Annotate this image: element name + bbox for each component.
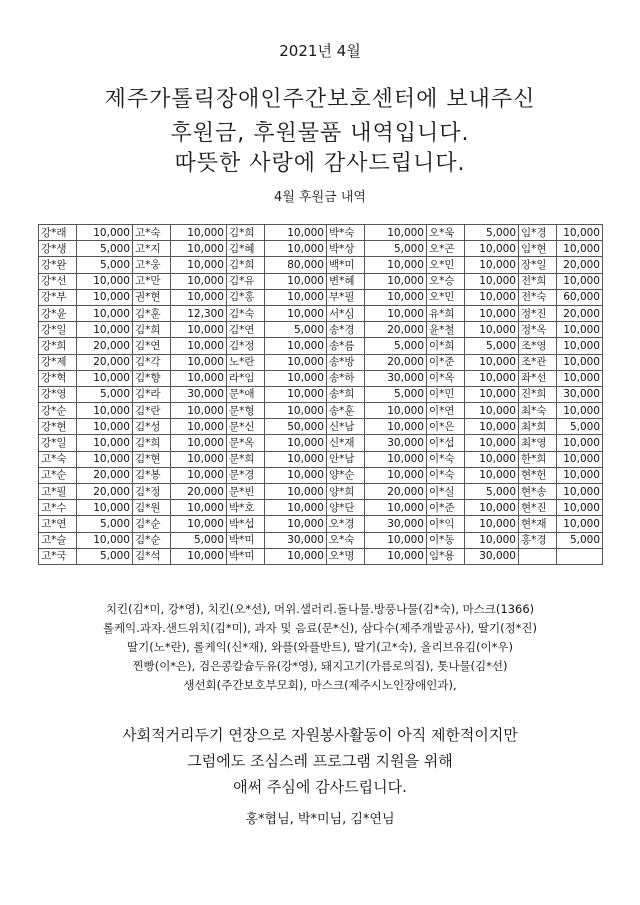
donation-amount-cell: 20,000 xyxy=(365,484,427,500)
donor-name-cell: 안*남 xyxy=(327,451,365,467)
donation-amount-cell: 10,000 xyxy=(557,273,603,289)
donor-name-cell: 문*경 xyxy=(227,467,265,483)
donation-amount-cell: 10,000 xyxy=(557,241,603,257)
donation-amount-cell: 10,000 xyxy=(77,370,133,386)
table-row xyxy=(39,225,603,241)
donation-amount-cell: 10,000 xyxy=(171,354,227,370)
donation-amount-cell: 10,000 xyxy=(171,241,227,257)
donor-name-cell: 문*빈 xyxy=(227,484,265,500)
donation-table-body xyxy=(39,225,603,565)
donation-amount-cell: 30,000 xyxy=(265,532,327,548)
goods-line: 생선회(주간보호부모회), 마스크(제주시노인장애인과), xyxy=(183,678,457,692)
donation-amount-cell: 10,000 xyxy=(265,451,327,467)
donation-amount-cell: 30,000 xyxy=(465,548,519,564)
donor-name-cell: 송*경 xyxy=(327,322,365,338)
donor-name-cell: 현*재 xyxy=(519,516,557,532)
donor-name-cell: 임*현 xyxy=(519,241,557,257)
table-row xyxy=(39,435,603,451)
report-title-line-1: 제주가톨릭장애인주간보호센터에 보내주신 xyxy=(104,87,536,112)
table-row xyxy=(39,516,603,532)
donation-amount-cell: 10,000 xyxy=(77,273,133,289)
donation-amount-cell: 20,000 xyxy=(77,354,133,370)
goods-line: 딸기(노*란), 롤케익(신*재), 와플(와플반트), 딸기(고*숙), 올리브유김(이*우) xyxy=(127,640,513,654)
donation-amount-cell: 10,000 xyxy=(171,257,227,273)
donation-amount-cell: 10,000 xyxy=(557,403,603,419)
table-row xyxy=(39,305,603,321)
donation-amount-cell: 20,000 xyxy=(77,484,133,500)
donation-amount-cell: 10,000 xyxy=(171,548,227,564)
donation-amount-cell: 5,000 xyxy=(465,338,519,354)
donation-amount-cell: 10,000 xyxy=(365,289,427,305)
donation-amount-cell: 10,000 xyxy=(465,419,519,435)
donor-name-cell: 송*희 xyxy=(327,386,365,402)
donor-name-cell: 고*웅 xyxy=(133,257,171,273)
donation-amount-cell: 10,000 xyxy=(265,273,327,289)
donation-amount-cell: 10,000 xyxy=(265,354,327,370)
donor-name-cell: 강*일 xyxy=(39,435,77,451)
donation-amount-cell: 10,000 xyxy=(557,370,603,386)
donor-name-cell: 문*옥 xyxy=(227,435,265,451)
donor-name-cell: 강*제 xyxy=(39,354,77,370)
donation-table-wrapper xyxy=(38,224,602,565)
table-title: 4월 후원금 내역 xyxy=(274,190,366,205)
donor-name-cell: 양*단 xyxy=(327,500,365,516)
donor-name-cell: 이*섭 xyxy=(427,435,465,451)
table-row xyxy=(39,548,603,564)
donation-amount-cell: 10,000 xyxy=(77,500,133,516)
donor-name-cell: 김*혜 xyxy=(227,241,265,257)
donation-amount-cell: 10,000 xyxy=(557,322,603,338)
donor-name-cell: 고*필 xyxy=(39,484,77,500)
donation-amount-cell: 10,000 xyxy=(557,435,603,451)
donation-amount-cell xyxy=(557,548,603,564)
donation-amount-cell: 10,000 xyxy=(365,403,427,419)
donation-amount-cell: 10,000 xyxy=(465,273,519,289)
donor-name-cell: 정*진 xyxy=(519,305,557,321)
donor-name-cell: 김*향 xyxy=(133,370,171,386)
donor-name-cell: 박*상 xyxy=(327,241,365,257)
donor-name-cell: 권*현 xyxy=(133,289,171,305)
donor-name-cell: 송*하 xyxy=(327,370,365,386)
donation-amount-cell: 20,000 xyxy=(77,467,133,483)
table-row xyxy=(39,354,603,370)
donor-name-cell: 진*희 xyxy=(519,386,557,402)
donor-name-cell: 양*순 xyxy=(327,467,365,483)
donation-amount-cell: 10,000 xyxy=(465,532,519,548)
donation-amount-cell: 10,000 xyxy=(557,225,603,241)
donation-amount-cell: 10,000 xyxy=(171,289,227,305)
closing-line: 사회적거리두기 연장으로 자원봉사활동이 아직 제한적이지만 xyxy=(122,726,518,744)
donation-amount-cell: 10,000 xyxy=(557,467,603,483)
donor-name-cell: 박*미 xyxy=(227,532,265,548)
donor-name-cell: 홍*경 xyxy=(519,532,557,548)
donation-amount-cell: 5,000 xyxy=(265,322,327,338)
donation-amount-cell: 20,000 xyxy=(365,354,427,370)
donor-name-cell: 좌*선 xyxy=(519,370,557,386)
donation-amount-cell: 5,000 xyxy=(77,548,133,564)
donation-amount-cell: 10,000 xyxy=(365,500,427,516)
donor-name-cell: 이*숙 xyxy=(427,467,465,483)
donor-name-cell: 이*익 xyxy=(427,516,465,532)
donor-name-cell: 오*명 xyxy=(327,548,365,564)
donor-name-cell: 윤*철 xyxy=(427,322,465,338)
donor-name-cell: 신*재 xyxy=(327,435,365,451)
donation-amount-cell: 10,000 xyxy=(365,273,427,289)
donor-name-cell: 최*영 xyxy=(519,435,557,451)
donation-amount-cell: 10,000 xyxy=(365,451,427,467)
donor-name-cell: 강*혁 xyxy=(39,370,77,386)
donor-name-cell: 강*부 xyxy=(39,289,77,305)
donor-name-cell: 이*준 xyxy=(427,500,465,516)
donation-amount-cell: 10,000 xyxy=(171,516,227,532)
donor-name-cell: 서*심 xyxy=(327,305,365,321)
donor-name-cell: 고*숙 xyxy=(39,451,77,467)
table-row xyxy=(39,370,603,386)
donation-amount-cell: 5,000 xyxy=(365,241,427,257)
donor-name-cell: 김*정 xyxy=(227,338,265,354)
table-row xyxy=(39,467,603,483)
donor-name-cell: 송*방 xyxy=(327,354,365,370)
table-row xyxy=(39,322,603,338)
donor-name-cell: 문*애 xyxy=(227,386,265,402)
donor-name-cell: 박*숙 xyxy=(327,225,365,241)
donation-amount-cell: 10,000 xyxy=(465,370,519,386)
donation-amount-cell: 5,000 xyxy=(77,386,133,402)
donor-name-cell: 김*희 xyxy=(227,225,265,241)
table-row xyxy=(39,289,603,305)
donation-amount-cell: 60,000 xyxy=(557,289,603,305)
donor-name-cell: 김*라 xyxy=(133,386,171,402)
donation-amount-cell: 10,000 xyxy=(365,225,427,241)
donation-amount-cell: 10,000 xyxy=(265,500,327,516)
donation-amount-cell: 10,000 xyxy=(557,500,603,516)
donation-amount-cell: 10,000 xyxy=(77,289,133,305)
table-row xyxy=(39,386,603,402)
donor-name-cell: 이*동 xyxy=(427,532,465,548)
donor-name-cell: 김*순 xyxy=(133,532,171,548)
donation-amount-cell: 10,000 xyxy=(557,338,603,354)
donation-amount-cell: 10,000 xyxy=(171,273,227,289)
donor-name-cell: 이*민 xyxy=(427,386,465,402)
goods-line: 치킨(김*미, 강*영), 치킨(오*선), 머위.샐러리.돌나물.방풍나물(김*숙), 마스크(1366) xyxy=(105,602,535,616)
donor-name-cell: 김*봉 xyxy=(133,467,171,483)
donor-name-cell: 이*준 xyxy=(427,354,465,370)
donation-amount-cell: 10,000 xyxy=(171,225,227,241)
donor-name-cell: 김*연 xyxy=(133,338,171,354)
donor-name-cell: 오*숙 xyxy=(327,532,365,548)
donor-name-cell: 양*희 xyxy=(327,484,365,500)
donor-name-cell: 오*민 xyxy=(427,289,465,305)
donation-amount-cell: 10,000 xyxy=(265,435,327,451)
donation-amount-cell: 10,000 xyxy=(365,257,427,273)
donor-name-cell: 변*혜 xyxy=(327,273,365,289)
donor-name-cell: 김*희 xyxy=(227,257,265,273)
donor-name-cell: 김*유 xyxy=(227,273,265,289)
donor-name-cell: 김*숙 xyxy=(227,305,265,321)
donor-name-cell: 이*희 xyxy=(427,338,465,354)
donor-name-cell: 박*섭 xyxy=(227,516,265,532)
donor-name-cell: 한*희 xyxy=(519,451,557,467)
table-row xyxy=(39,484,603,500)
donation-amount-cell: 10,000 xyxy=(171,500,227,516)
donor-name-cell: 송*름 xyxy=(327,338,365,354)
donation-amount-cell: 10,000 xyxy=(265,338,327,354)
donor-name-cell: 김*훈 xyxy=(133,305,171,321)
donor-name-cell: 신*남 xyxy=(327,419,365,435)
donor-name-cell: 김*란 xyxy=(133,403,171,419)
donation-amount-cell: 10,000 xyxy=(171,467,227,483)
donor-name-cell: 장*일 xyxy=(519,257,557,273)
donor-name-cell: 이*옥 xyxy=(427,370,465,386)
donor-name-cell: 김*현 xyxy=(133,451,171,467)
donation-amount-cell: 10,000 xyxy=(77,322,133,338)
donor-name-cell: 현*진 xyxy=(519,500,557,516)
donation-amount-cell: 20,000 xyxy=(557,305,603,321)
donor-name-cell: 이*은 xyxy=(427,419,465,435)
donor-name-cell: 송*훈 xyxy=(327,403,365,419)
donor-name-cell: 유*희 xyxy=(427,305,465,321)
donor-name-cell: 전*희 xyxy=(519,273,557,289)
donation-amount-cell: 10,000 xyxy=(77,305,133,321)
donor-name-cell: 오*곤 xyxy=(427,241,465,257)
donation-amount-cell: 10,000 xyxy=(265,289,327,305)
donor-name-cell: 오*경 xyxy=(327,516,365,532)
donor-name-cell: 고*수 xyxy=(39,500,77,516)
donor-name-cell: 김*원 xyxy=(133,500,171,516)
table-row xyxy=(39,257,603,273)
table-row xyxy=(39,500,603,516)
donation-amount-cell: 10,000 xyxy=(465,500,519,516)
donor-name-cell: 강*일 xyxy=(39,322,77,338)
table-row xyxy=(39,338,603,354)
donation-amount-cell: 5,000 xyxy=(171,532,227,548)
donation-amount-cell: 5,000 xyxy=(77,257,133,273)
donation-amount-cell: 20,000 xyxy=(77,338,133,354)
donation-amount-cell: 10,000 xyxy=(465,516,519,532)
donor-name-cell: 임*경 xyxy=(519,225,557,241)
donor-name-cell: 고*연 xyxy=(39,516,77,532)
donation-amount-cell: 10,000 xyxy=(171,419,227,435)
donation-amount-cell: 10,000 xyxy=(465,305,519,321)
donor-name-cell: 강*희 xyxy=(39,338,77,354)
donor-name-cell: 고*순 xyxy=(39,467,77,483)
closing-line: 그럼에도 조심스레 프로그램 지원을 위해 xyxy=(187,752,453,770)
donation-amount-cell: 10,000 xyxy=(171,403,227,419)
donation-amount-cell: 12,300 xyxy=(171,305,227,321)
donation-amount-cell: 10,000 xyxy=(265,484,327,500)
donor-name-cell: 부*필 xyxy=(327,289,365,305)
donor-name-cell: 김*순 xyxy=(133,516,171,532)
donation-table xyxy=(38,224,603,565)
goods-line: 롤케익.과자.샌드위치(김*미), 과자 및 음료(문*신), 삼다수(제주개발공사), 딸기(정*진) xyxy=(102,621,538,635)
donor-name-cell: 조*관 xyxy=(519,354,557,370)
donation-amount-cell: 10,000 xyxy=(465,322,519,338)
donation-amount-cell: 10,000 xyxy=(465,354,519,370)
donor-name-cell: 강*래 xyxy=(39,225,77,241)
donor-name-cell: 고*숙 xyxy=(133,225,171,241)
donation-amount-cell: 10,000 xyxy=(265,403,327,419)
donor-name-cell: 이*실 xyxy=(427,484,465,500)
donor-name-cell: 강*생 xyxy=(39,241,77,257)
donation-amount-cell: 10,000 xyxy=(265,241,327,257)
table-row xyxy=(39,419,603,435)
donor-name-cell: 오*욱 xyxy=(427,225,465,241)
donation-amount-cell: 5,000 xyxy=(465,225,519,241)
donation-amount-cell: 30,000 xyxy=(557,386,603,402)
donor-name-cell: 강*완 xyxy=(39,257,77,273)
donation-amount-cell: 10,000 xyxy=(265,225,327,241)
donor-name-cell: 김*홍 xyxy=(227,289,265,305)
donation-amount-cell: 10,000 xyxy=(265,548,327,564)
donation-amount-cell: 10,000 xyxy=(465,403,519,419)
donor-name-cell: 현*송 xyxy=(519,484,557,500)
donor-name-cell: 최*숙 xyxy=(519,403,557,419)
donor-name-cell: 문*희 xyxy=(227,451,265,467)
donor-name-cell: 문*형 xyxy=(227,403,265,419)
donor-name-cell: 김*정 xyxy=(133,484,171,500)
donation-amount-cell: 10,000 xyxy=(171,370,227,386)
goods-line: 찐빵(이*은), 검은콩칼슘두유(강*영), 돼지고기(가름로의집), 톳나물(김*선) xyxy=(132,659,508,673)
donation-amount-cell: 20,000 xyxy=(171,484,227,500)
donor-name-cell: 김*성 xyxy=(133,419,171,435)
donor-name-cell: 박*호 xyxy=(227,500,265,516)
donation-amount-cell: 10,000 xyxy=(365,548,427,564)
donation-amount-cell: 10,000 xyxy=(465,386,519,402)
table-row xyxy=(39,403,603,419)
donation-amount-cell: 10,000 xyxy=(77,435,133,451)
donation-amount-cell: 10,000 xyxy=(171,322,227,338)
donor-name-cell: 김*희 xyxy=(133,322,171,338)
donor-name-cell: 조*영 xyxy=(519,338,557,354)
donation-amount-cell: 10,000 xyxy=(265,370,327,386)
table-row xyxy=(39,241,603,257)
donor-name-cell: 라*임 xyxy=(227,370,265,386)
donor-name-cell: 강*순 xyxy=(39,403,77,419)
donation-amount-cell: 5,000 xyxy=(365,338,427,354)
donation-amount-cell: 10,000 xyxy=(265,305,327,321)
donor-name-cell: 고*지 xyxy=(133,241,171,257)
donation-amount-cell: 5,000 xyxy=(365,386,427,402)
donor-name-cell: 오*승 xyxy=(427,273,465,289)
signers: 홍*협님, 박*미님, 김*연님 xyxy=(245,812,395,827)
donor-name-cell: 정*옥 xyxy=(519,322,557,338)
report-title-line-2: 후원금, 후원물품 내역입니다. xyxy=(170,121,470,146)
donation-amount-cell: 10,000 xyxy=(465,257,519,273)
donor-name-cell: 김*희 xyxy=(133,435,171,451)
donation-amount-cell: 10,000 xyxy=(171,435,227,451)
donation-amount-cell: 10,000 xyxy=(557,451,603,467)
table-row xyxy=(39,273,603,289)
donor-name-cell: 강*선 xyxy=(39,273,77,289)
donation-amount-cell: 5,000 xyxy=(557,419,603,435)
donation-amount-cell: 10,000 xyxy=(465,241,519,257)
donor-name-cell: 김*각 xyxy=(133,354,171,370)
donation-amount-cell: 50,000 xyxy=(265,419,327,435)
donation-amount-cell: 10,000 xyxy=(365,419,427,435)
donor-name-cell: 전*숙 xyxy=(519,289,557,305)
donor-name-cell: 이*숙 xyxy=(427,451,465,467)
goods-donation-list xyxy=(0,600,640,695)
donation-amount-cell: 10,000 xyxy=(465,289,519,305)
donor-name-cell: 강*윤 xyxy=(39,305,77,321)
donation-amount-cell: 10,000 xyxy=(557,484,603,500)
donation-amount-cell: 10,000 xyxy=(171,338,227,354)
donor-name-cell: 오*민 xyxy=(427,257,465,273)
donation-amount-cell: 10,000 xyxy=(557,354,603,370)
donation-amount-cell: 30,000 xyxy=(365,435,427,451)
donor-name-cell: 현*헌 xyxy=(519,467,557,483)
donor-name-cell: 임*용 xyxy=(427,548,465,564)
donation-amount-cell: 10,000 xyxy=(465,451,519,467)
donor-name-cell: 이*연 xyxy=(427,403,465,419)
donor-name-cell xyxy=(519,548,557,564)
donor-name-cell: 박*미 xyxy=(227,548,265,564)
closing-message xyxy=(0,722,640,800)
donation-amount-cell: 20,000 xyxy=(365,322,427,338)
donation-amount-cell: 10,000 xyxy=(557,516,603,532)
donor-name-cell: 강*영 xyxy=(39,386,77,402)
donation-amount-cell: 80,000 xyxy=(265,257,327,273)
donation-amount-cell: 10,000 xyxy=(365,305,427,321)
donation-amount-cell: 10,000 xyxy=(77,419,133,435)
donation-amount-cell: 5,000 xyxy=(77,241,133,257)
donation-amount-cell: 10,000 xyxy=(171,451,227,467)
donation-amount-cell: 30,000 xyxy=(365,516,427,532)
report-date: 2021년 4월 xyxy=(279,42,361,60)
donation-amount-cell: 10,000 xyxy=(365,532,427,548)
donation-amount-cell: 10,000 xyxy=(265,467,327,483)
donor-name-cell: 고*만 xyxy=(133,273,171,289)
donation-amount-cell: 5,000 xyxy=(465,484,519,500)
donor-name-cell: 고*슬 xyxy=(39,532,77,548)
donor-name-cell: 백*미 xyxy=(327,257,365,273)
donation-amount-cell: 20,000 xyxy=(557,257,603,273)
donation-amount-cell: 30,000 xyxy=(365,370,427,386)
donation-amount-cell: 10,000 xyxy=(77,403,133,419)
donation-amount-cell: 10,000 xyxy=(77,451,133,467)
donation-amount-cell: 10,000 xyxy=(465,435,519,451)
report-title-line-3: 따뜻한 사랑에 감사드립니다. xyxy=(174,151,466,176)
donation-amount-cell: 10,000 xyxy=(465,467,519,483)
donor-name-cell: 문*신 xyxy=(227,419,265,435)
donor-name-cell: 노*란 xyxy=(227,354,265,370)
donation-amount-cell: 10,000 xyxy=(77,225,133,241)
donation-amount-cell: 10,000 xyxy=(365,467,427,483)
donor-name-cell: 김*석 xyxy=(133,548,171,564)
table-row xyxy=(39,532,603,548)
donation-amount-cell: 10,000 xyxy=(77,532,133,548)
donor-name-cell: 고*국 xyxy=(39,548,77,564)
donor-name-cell: 강*현 xyxy=(39,419,77,435)
table-row xyxy=(39,451,603,467)
donation-amount-cell: 5,000 xyxy=(77,516,133,532)
donation-amount-cell: 10,000 xyxy=(265,516,327,532)
donation-amount-cell: 30,000 xyxy=(171,386,227,402)
donor-name-cell: 김*연 xyxy=(227,322,265,338)
donor-name-cell: 최*희 xyxy=(519,419,557,435)
donation-amount-cell: 10,000 xyxy=(265,386,327,402)
donation-amount-cell: 5,000 xyxy=(557,532,603,548)
closing-line: 애써 주심에 감사드립니다. xyxy=(233,778,407,796)
